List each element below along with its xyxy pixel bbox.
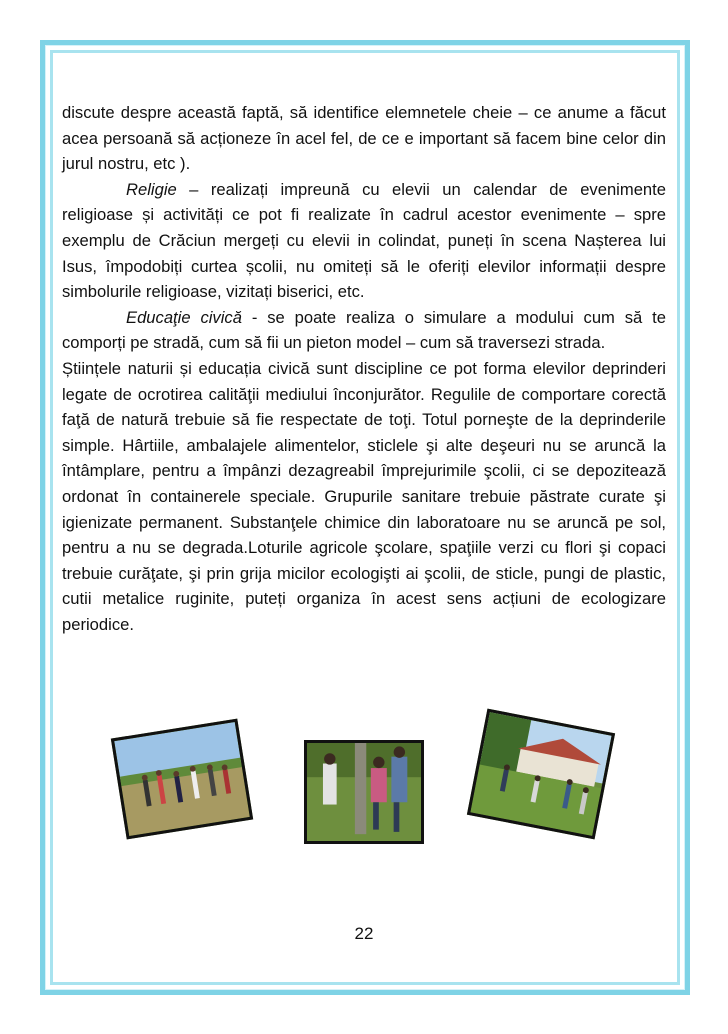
- educatie-civica-text: - se poate realiza o simulare a modului cum să te comporți pe stradă, cum să fii un pieton model – cum să traversezi strada.: [62, 307, 666, 353]
- photo-students-field: [111, 719, 253, 840]
- religie-text: – realizați impreună cu elevii un calendar de evenimente religioase și activități ce pot fi realizate în cadrul acestor evenimente – spre exemplu de Crăciun mergeți cu elevii in colindat, puneți în scena Nașterea lui Isus, împodobiți curtea școlii, nu omiteți să le oferiți elevilor informații despre simbolurile religioase, vizitați biserici, etc.: [62, 179, 666, 302]
- paragraph-educatie-civica: [62, 305, 666, 356]
- body-text: [62, 100, 666, 637]
- paragraph-intro: discute despre această faptă, să identifice elemnetele cheie – ce anume a făcut acea persoană să acționeze în acel fel, de ce e important să facem bine celor din jurul nostru, etc ).: [62, 103, 666, 174]
- religie-label: Religie: [126, 179, 177, 199]
- paragraph-stiintele-naturii: Științele naturii și educația civică sunt discipline ce pot forma elevilor deprinderi legate de ocrotirea calităţii mediului înconjurător. Regulile de comportare corectă faţă de natură trebuie să fie respectate de toţi. Totul porneşte de la deprinderile simple. Hârtiile, ambalajele alimentelor, sticlele şi alte deşeuri nu se aruncă la întâmplare, pentru a împânzi dezagreabil împrejurimile şcolii, ci se depozitează ordonat în containerele speciale. Grupurile sanitare trebuie păstrate curate şi igienizate permanent. Substanţele chimice din laboratoare nu se aruncă pe sol, pentru a nu se degrada.Loturile agricole şcolare, spaţiile verzi cu flori şi copaci trebuie curăţate, şi prin grija micilor ecologişti ai şcolii, de sticle, pungi de plastic, cutii metalice ruginite, puteți organiza în acest sens acțiuni de ecologizare periodice.: [62, 358, 666, 634]
- photo-students-tree: [304, 740, 424, 844]
- educatie-civica-label: Educaţie civică: [126, 307, 242, 327]
- paragraph-religie: [62, 177, 666, 305]
- page-number: 22: [354, 924, 374, 943]
